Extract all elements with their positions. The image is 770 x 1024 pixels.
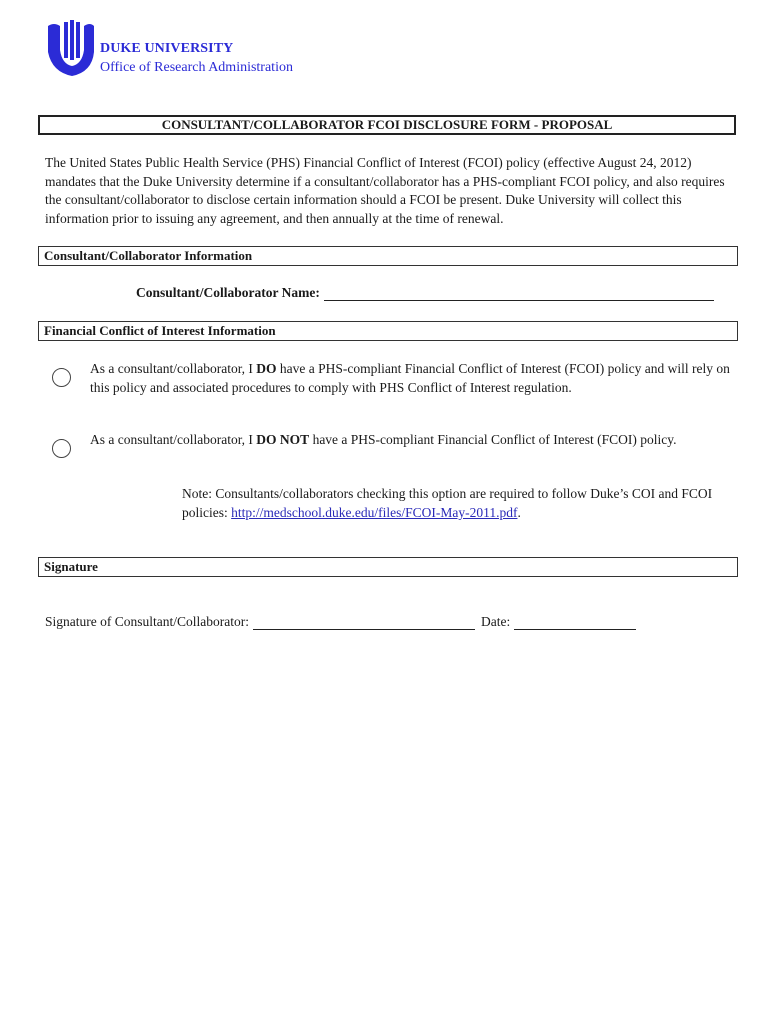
option-do-not-text: As a consultant/collaborator, I DO NOT have a PHS-compliant Financial Conflict of Interest (FCOI) policy. <box>90 432 677 447</box>
name-label: Consultant/Collaborator Name: <box>136 285 320 300</box>
intro-paragraph: The United States Public Health Service (PHS) Financial Conflict of Interest (FCOI) policy (effective August 24, 2012) mandates that the Duke University determine if a consultant/collaborator has a PHS-compliant FCOI policy, and also requires the consultant/collaborator to disclose certain information should a FCOI be present. Duke University will collect this information prior to issuing any agreement, and then annually at the time of renewal. <box>45 155 725 226</box>
radio-do-icon[interactable] <box>52 368 71 387</box>
section-header-info: Consultant/Collaborator Information <box>38 246 738 266</box>
office-name: Office of Research Administration <box>100 60 293 75</box>
signature-row <box>45 614 636 630</box>
name-field-row <box>136 285 714 301</box>
duke-chapel-logo-icon <box>44 20 96 76</box>
signature-label: Signature of Consultant/Collaborator: <box>45 614 249 629</box>
name-input-line[interactable] <box>324 286 714 301</box>
option-do-text: As a consultant/collaborator, I DO have a PHS-compliant Financial Conflict of Interest (FCOI) policy and will rely on this policy and associated procedures to comply with PHS Conflict of Interest regulation. <box>90 361 730 395</box>
form-title: CONSULTANT/COLLABORATOR FCOI DISCLOSURE FORM - PROPOSAL <box>38 115 736 135</box>
date-label: Date: <box>480 614 511 629</box>
signature-input-line[interactable] <box>253 616 475 630</box>
section-header-signature: Signature <box>38 557 738 577</box>
date-input-line[interactable] <box>514 616 636 630</box>
fcoi-policy-link[interactable]: http://medschool.duke.edu/files/FCOI-May-2011.pdf <box>231 505 518 520</box>
note-text: Note: Consultants/collaborators checking this option are required to follow Duke’s COI and FCOI policies: http://medschool.duke.edu/files/FCOI-May-2011.pdf. <box>182 486 713 520</box>
radio-do-not-icon[interactable] <box>52 439 71 458</box>
section-header-fcoi: Financial Conflict of Interest Information <box>38 321 738 341</box>
university-name: DUKE UNIVERSITY <box>100 41 234 56</box>
